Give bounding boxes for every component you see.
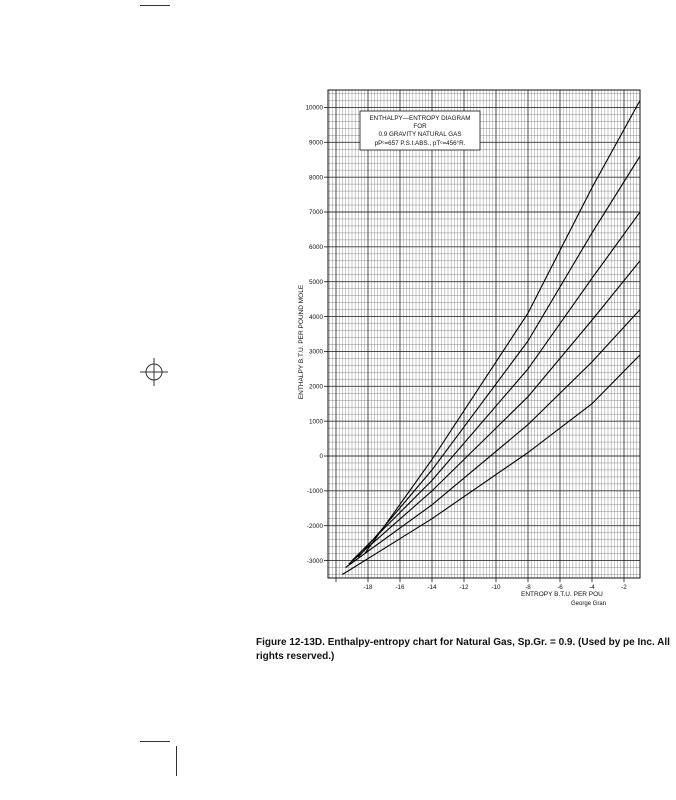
y-tick-label: 4000 xyxy=(308,313,323,321)
chart-title-box xyxy=(360,111,480,150)
x-tick-label: -2 xyxy=(621,584,627,591)
chart-credit: George Gran xyxy=(571,601,607,607)
chart-title-line-3: 0.9 GRAVITY NATURAL GAS xyxy=(378,131,462,138)
y-tick-label: 6000 xyxy=(308,244,323,252)
y-tick-label: 2000 xyxy=(308,383,323,391)
y-tick-label: -3000 xyxy=(306,557,323,565)
y-tick-label: 9000 xyxy=(308,139,323,147)
x-tick-label: -12 xyxy=(459,584,469,591)
x-tick-label: -4 xyxy=(589,584,595,591)
y-tick-label: 10000 xyxy=(305,104,323,112)
x-tick-label: -10 xyxy=(491,584,501,591)
x-tick-label: -6 xyxy=(557,584,563,591)
y-axis-label: ENTHALPY B.T.U. PER POUND MOLE xyxy=(298,284,305,400)
chart-title-line-1: ENTHALPY—ENTROPY DIAGRAM xyxy=(369,115,471,122)
y-tick-label: -1000 xyxy=(306,488,323,496)
x-tick-label: -8 xyxy=(525,584,531,591)
figure-caption: Figure 12-13D. Enthalpy-entropy chart for Natural Gas, Sp.Gr. = 0.9. (Used by pe Inc. All rights reserved.) xyxy=(256,637,670,662)
y-tick-label: 8000 xyxy=(308,174,323,182)
y-tick-label: 3000 xyxy=(308,348,323,356)
x-axis-ticks xyxy=(336,578,627,591)
x-tick-label: -14 xyxy=(427,584,437,591)
x-axis-label: ENTROPY B.T.U. PER POU xyxy=(521,591,603,598)
y-axis-ticks xyxy=(305,105,328,565)
x-tick-label: -16 xyxy=(395,584,405,591)
y-tick-label: 7000 xyxy=(308,209,323,217)
chart-title-line-2: FOR xyxy=(413,123,427,130)
crop-mark-bottom xyxy=(140,741,170,742)
chart-title-line-4: pPᶜ=657 P.S.I.ABS., pTᶜ=456°R. xyxy=(374,140,466,147)
crop-mark-vertical xyxy=(176,746,177,776)
chart-grid xyxy=(328,90,640,578)
x-tick-label: -18 xyxy=(363,584,373,591)
y-tick-label: -2000 xyxy=(306,522,323,530)
y-tick-label: 5000 xyxy=(308,278,323,286)
y-tick-label: 0 xyxy=(319,453,323,461)
y-tick-label: 1000 xyxy=(308,418,323,426)
